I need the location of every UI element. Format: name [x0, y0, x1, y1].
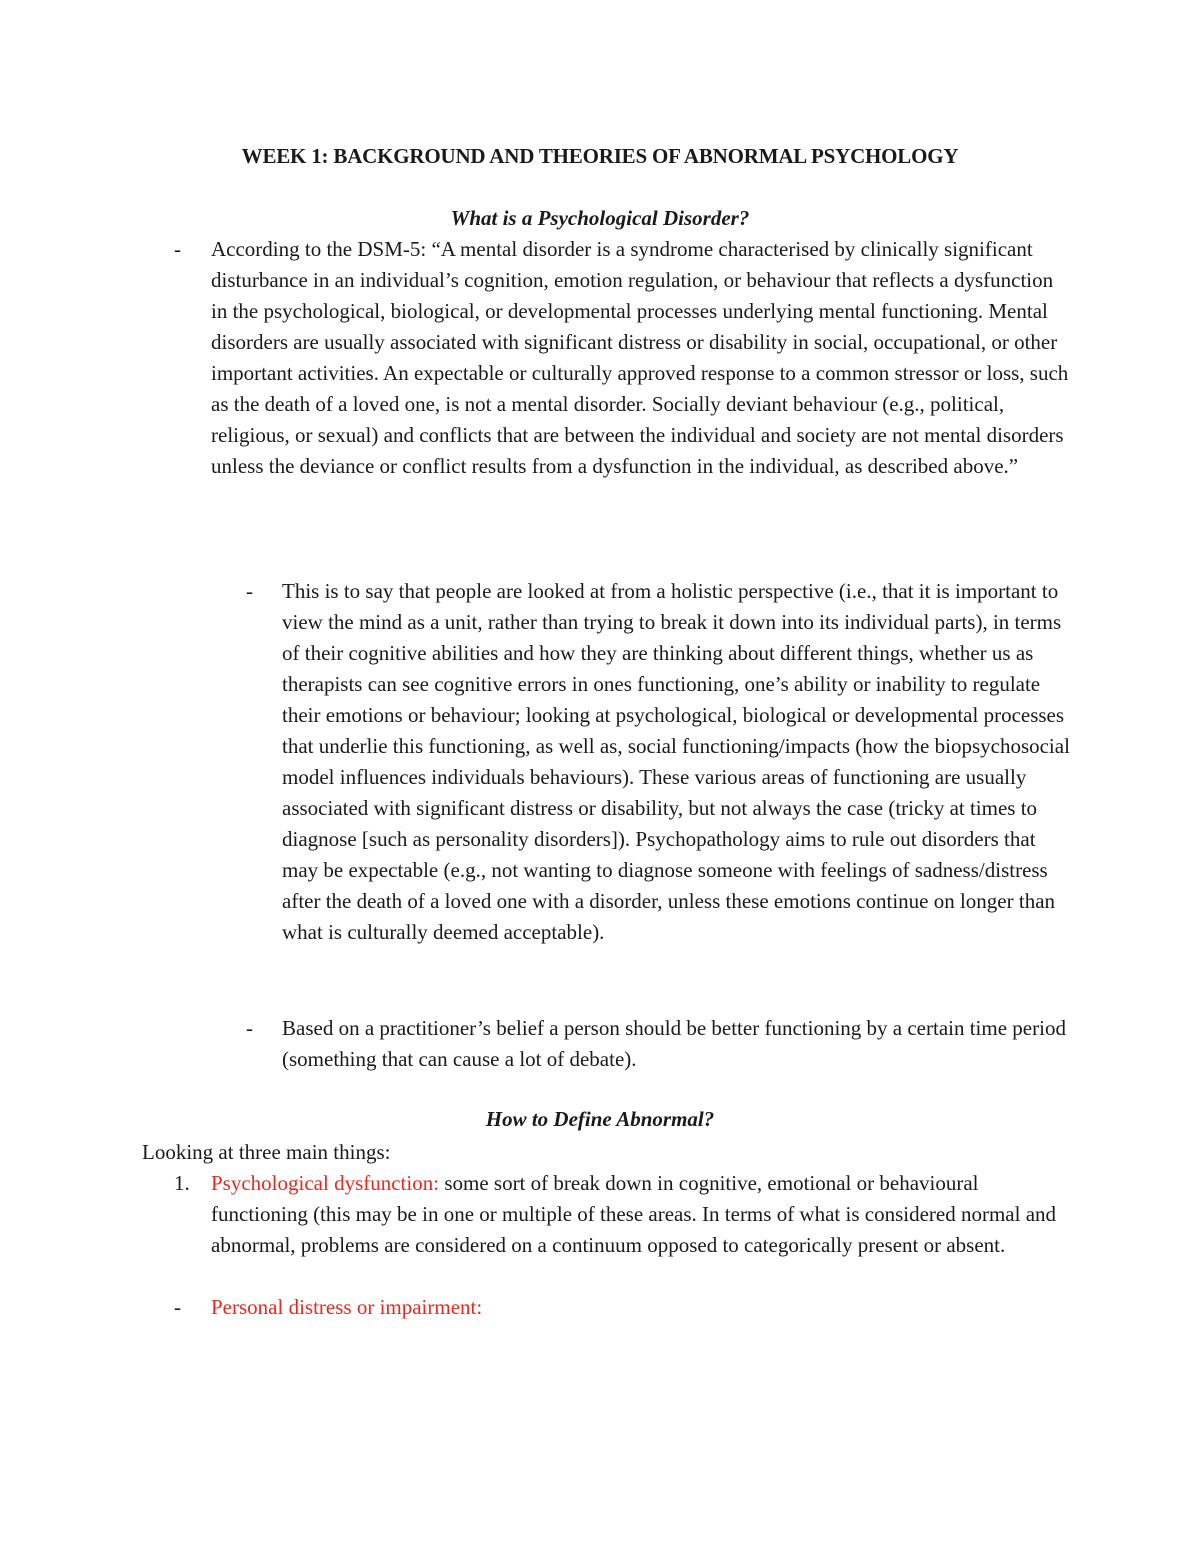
term-psychological-dysfunction: Psychological dysfunction:	[211, 1171, 440, 1195]
term-description: some sort of break down in cognitive, emotional or behavioural functioning (this may be in one or multiple of these areas. In terms of what is considered normal and abnormal, problems are considered on a continuum opposed to categorically present or absent.	[211, 1171, 1057, 1257]
list-number: 1.	[174, 1171, 190, 1195]
sub-bullet-marker: -	[246, 1016, 253, 1040]
holistic-perspective-paragraph: This is to say that people are looked at from a holistic perspective (i.e., that it is important to view the mind as a unit, rather than trying to break it down into its individual parts), in terms of their cognitive abilities and how they are thinking about different things, whether us as therapists can see cognitive errors in ones functioning, one’s ability or inability to regulate their emotions or behaviour; looking at psychological, biological or developmental processes that underlie this functioning, as well as, social functioning/impacts (how the biopsychosocial model influences individuals behaviours). These various areas of functioning are usually associated with significant distress or disability, but not always the case (tricky at times to diagnose [such as personality disorders]). Psychopathology aims to rule out disorders that may be expectable (e.g., not wanting to diagnose someone with feelings of sadness/distress after the death of a loved one with a disorder, unless these emotions continue on longer than what is culturally deemed acceptable).	[282, 579, 1070, 944]
practitioner-belief-paragraph: Based on a practitioner’s belief a person should be better functioning by a certain time period (something that can cause a lot of debate).	[282, 1016, 1066, 1071]
section-heading-define-abnormal: How to Define Abnormal?	[485, 1107, 715, 1131]
dsm5-definition-paragraph: According to the DSM-5: “A mental disorder is a syndrome characterised by clinically significant disturbance in an individual’s cognition, emotion regulation, or behaviour that reflects a dysfunction in the psychological, biological, or developmental processes underlying mental functioning. Mental disorders are usually associated with significant distress or disability in social, occupational, or other important activities. An expectable or culturally approved response to a common stressor or loss, such as the death of a loved one, is not a mental disorder. Socially deviant behaviour (e.g., political, religious, or sexual) and conflicts that are between the individual and society are not mental disorders unless the deviance or conflict results from a dysfunction in the individual, as described above.”	[211, 237, 1069, 478]
sub-bullet-marker: -	[246, 579, 253, 603]
term-personal-distress: Personal distress or impairment:	[211, 1295, 483, 1319]
page-title: WEEK 1: BACKGROUND AND THEORIES OF ABNORMAL PSYCHOLOGY	[241, 144, 959, 168]
bullet-marker: -	[174, 1295, 181, 1319]
intro-text: Looking at three main things:	[142, 1140, 391, 1164]
section-heading-psych-disorder: What is a Psychological Disorder?	[450, 206, 750, 230]
list-item-psychological-dysfunction	[211, 1168, 1073, 1261]
bullet-marker: -	[174, 237, 181, 261]
